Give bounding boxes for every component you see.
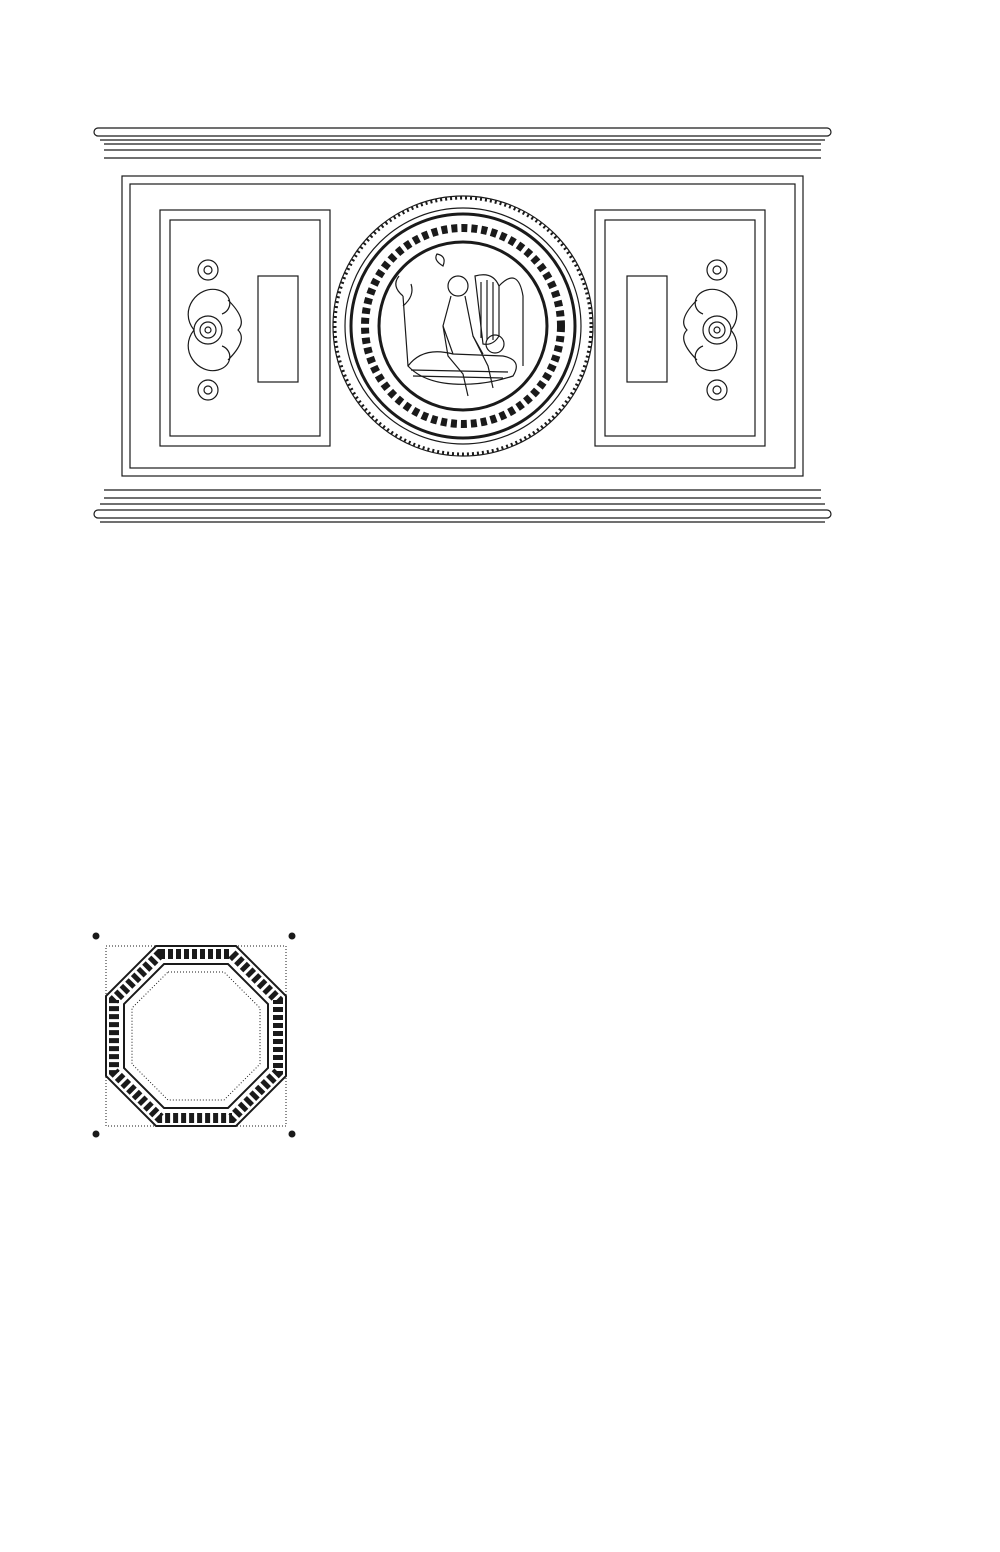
drop-cap-ornament xyxy=(92,932,300,1140)
header-ornament xyxy=(90,118,835,533)
